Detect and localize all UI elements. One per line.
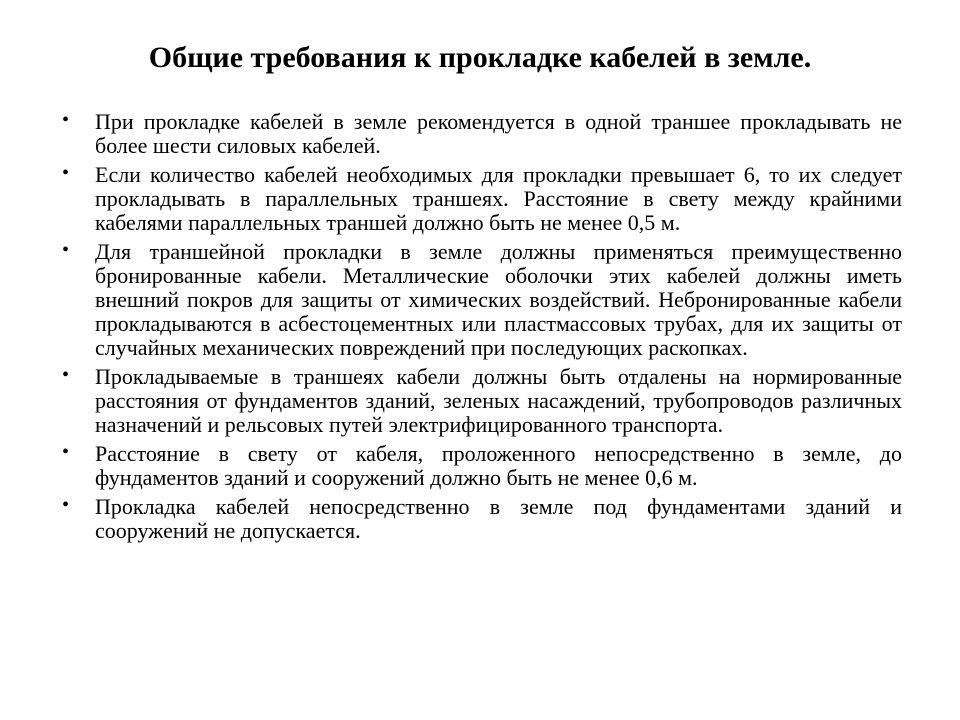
slide-title: Общие требования к прокладке кабелей в земле. <box>148 41 812 74</box>
bullet-item-1 <box>62 110 902 158</box>
bullet-text-6: Прокладка кабелей непосредственно в земле под фундаментами зданий и сооружений не допускается. <box>95 494 902 543</box>
bullet-text-3: Для траншейной прокладки в земле должны применяться преимущественно бронированные кабели. Металлические оболочки этих кабелей должны иметь внешний покров для защиты от химических воздействий. Небронированные кабели прокладываются в асбестоцементных или пластмассовых трубах, для их защиты от случайных механических повреждений при последующих раскопках. <box>95 239 902 360</box>
bullet-dot-icon: • <box>62 162 70 184</box>
bullet-dot-icon: • <box>62 364 70 386</box>
bullet-text-1: При прокладке кабелей в земле рекомендуется в одной траншее прокладывать не более шести силовых кабелей. <box>95 109 902 158</box>
bullet-text-4: Прокладываемые в траншеях кабели должны быть отдалены на нормированные расстояния от фундаментов зданий, зеленых насаждений, трубопроводов различных назначений и рельсовых путей электрифицированного транспорта. <box>95 364 902 437</box>
bullet-item-3 <box>62 240 902 360</box>
bullet-dot-icon: • <box>62 494 70 516</box>
bullet-text-2: Если количество кабелей необходимых для прокладки превышает 6, то их следует прокладывать в параллельных траншеях. Расстояние в свету между крайними кабелями параллельных траншей должно быть не менее 0,5 м. <box>95 162 902 235</box>
bullet-text-5: Расстояние в свету от кабеля, проложенного непосредственно в земле, до фундаментов зданий и сооружений должно быть не менее 0,6 м. <box>95 441 902 490</box>
bullet-item-6 <box>62 495 902 543</box>
bullet-list <box>62 110 902 548</box>
bullet-dot-icon: • <box>62 239 70 261</box>
bullet-dot-icon: • <box>62 441 70 463</box>
bullet-item-2 <box>62 163 902 235</box>
bullet-item-5 <box>62 442 902 490</box>
bullet-item-4 <box>62 365 902 437</box>
bullet-dot-icon: • <box>62 109 70 131</box>
